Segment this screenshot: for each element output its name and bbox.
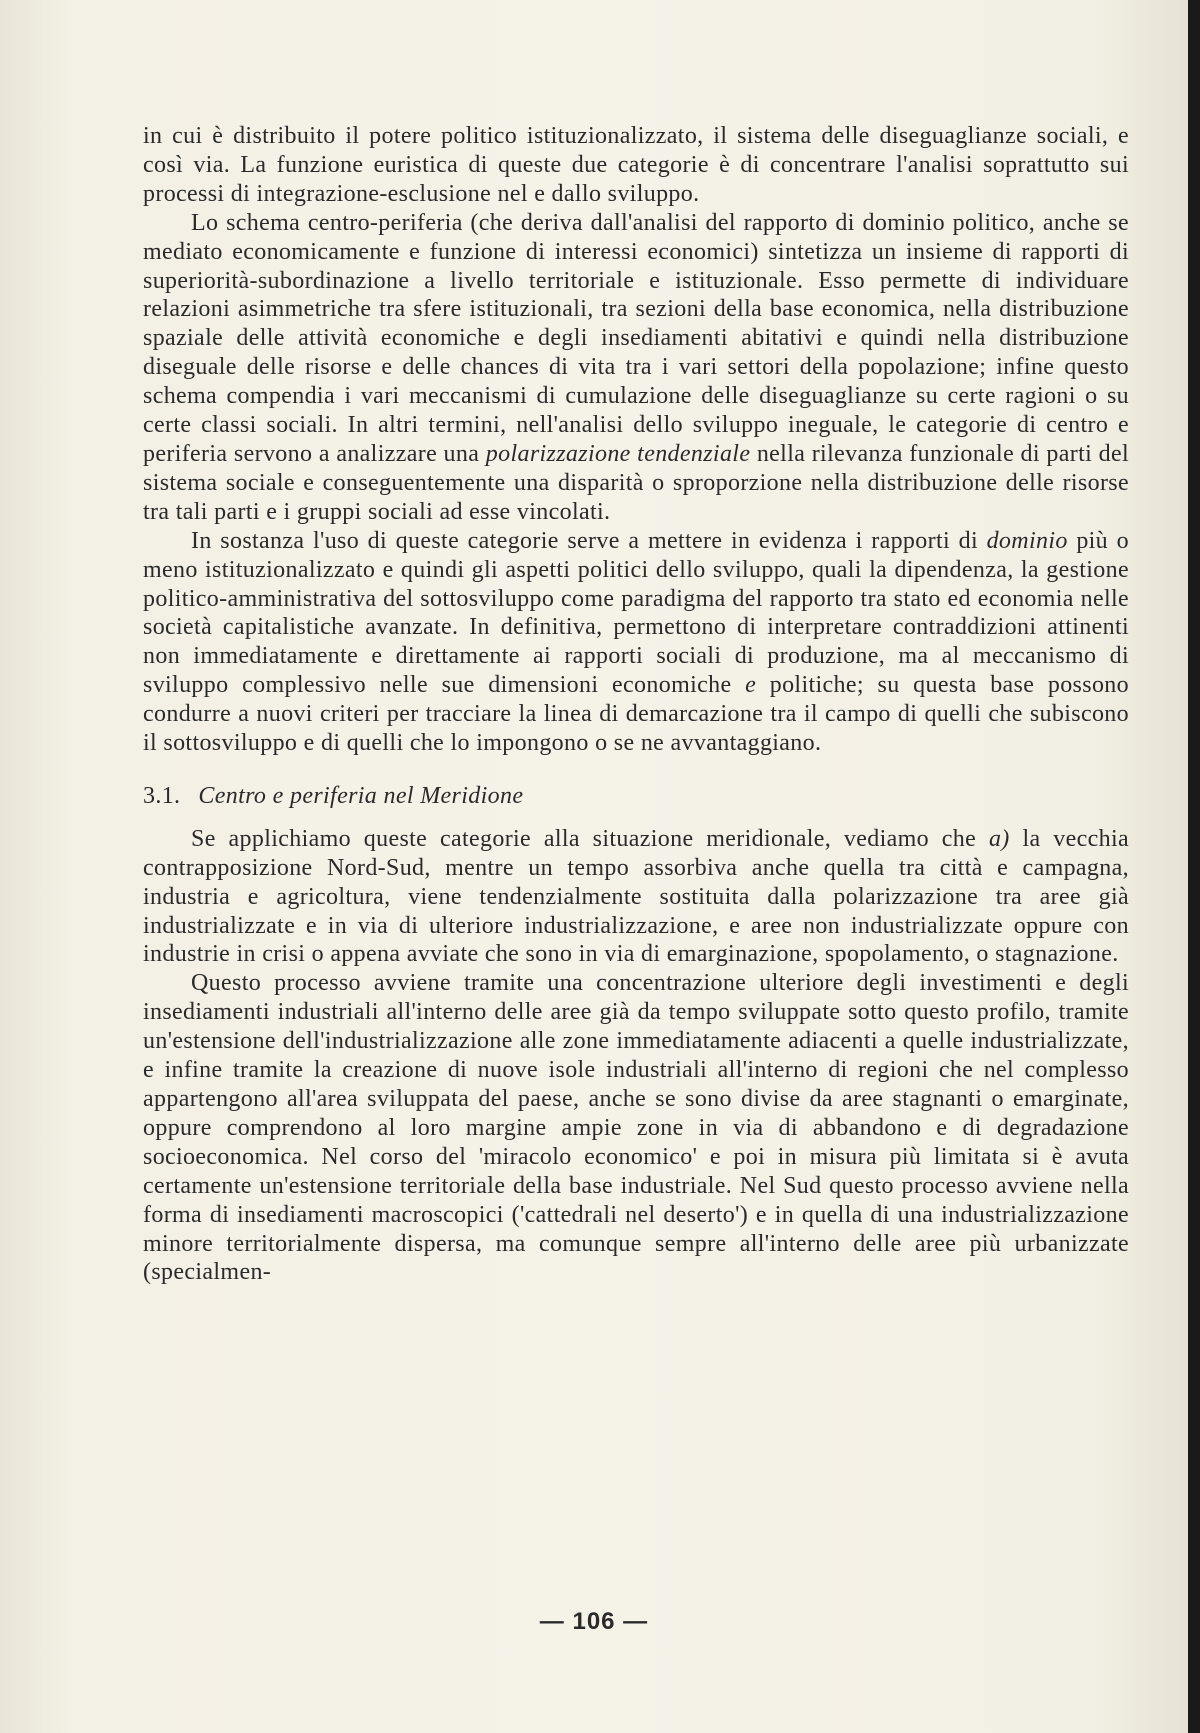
paragraph-2-end: nella rilevanza funzionale di parti del sistema sociale e conseguentemente una disparità o sproporzione nella distribuzione delle risorse tra tali parti e i gruppi sociali ad esse vincolati.	[143, 440, 1130, 525]
section-heading	[143, 782, 1129, 811]
paragraph-2-text: Lo schema centro-periferia (che deriva dall'analisi del rapporto di dominio politico, anche se mediato economicamente e funzione di interessi economici) sintetizza un insieme di rapporti di superiorità-subordinazione a livello territoriale e istituzionale. Esso permette di individuare relazioni asimmetriche tra sfere istituzionali, tra sezioni della base economica, nella distribuzione spaziale delle attività economiche e degli insediamenti abitativi e quindi nella distribuzione diseguale delle risorse e delle chances di vita tra i vari settori della popolazione; infine questo schema compendia i vari meccanismi di cumulazione delle diseguaglianze su certe ragioni o su certe classi sociali. In altri termini, nell'analisi dello sviluppo ineguale, le categorie di centro e periferia servono a analizzare una	[143, 209, 1129, 467]
paragraph-2-emphasis: polarizzazione tendenziale	[485, 440, 751, 467]
paragraph-4-end: la vecchia contrapposizione Nord-Sud, mentre un tempo assorbiva anche quella tra città e campagna, industria e agricoltura, viene tendenzialmente sostituita dalla polarizzazione tra aree già industrializzate e in via di ulteriore industrializzazione, e aree non industrializzate oppure con industrie in crisi o appena avviate che sono in via di emarginazione, spopolamento, o stagnazione.	[143, 825, 1129, 968]
section-title: Centro e periferia nel Meridione	[198, 782, 524, 809]
body-text	[143, 122, 1129, 1287]
paragraph-3	[143, 527, 1129, 758]
page-number: — 106 —	[539, 1608, 649, 1635]
paragraph-4	[143, 825, 1129, 970]
paragraph-1: in cui è distribuito il potere politico istituzionalizzato, il sistema delle diseguaglianze sociali, e così via. La funzione euristica di queste due categorie è di concentrare l'analisi soprattutto sui processi di integrazione-esclusione nel e dallo sviluppo.	[143, 123, 1129, 207]
paragraph-4-emphasis: a)	[988, 825, 1010, 852]
paragraph-4-start: Se applichiamo queste categorie alla situazione meridionale, vediamo che	[191, 825, 977, 852]
paragraph-3-end: politiche; su questa base possono condurre a nuovi criteri per tracciare la linea di demarcazione tra il campo di quelli che subiscono il sottosviluppo e di quelli che lo impongono o se ne avvantaggiano.	[143, 672, 1129, 757]
paragraph-3-start: In sostanza l'uso di queste categorie serve a mettere in evidenza i rapporti di	[191, 527, 978, 554]
paragraph-3-emphasis: dominio	[986, 527, 1068, 554]
paragraph-3-mid: più o meno istituzionalizzato e quindi gli aspetti politici dello sviluppo, quali la dipendenza, la gestione politico-amministrativa del sottosviluppo come paradigma del rapporto tra stato ed economia nelle società capitalistiche avanzate. In definitiva, permettono di interpretare contraddizioni attinenti non immediatamente e direttamente ai rapporti sociali di produzione, ma al meccanismo di sviluppo complessivo nelle sue dimensioni economiche	[143, 527, 1129, 699]
paragraph-5: Questo processo avviene tramite una concentrazione ulteriore degli investimenti e degli insediamenti industriali all'interno delle aree già da tempo sviluppate sotto questo profilo, tramite un'estensione dell'industrializzazione alle zone immediatamente adiacenti a quelle industrializzate, e infine tramite la creazione di nuove isole industriali all'interno di regioni che nel complesso appartengono all'area sviluppata del paese, anche se sono divise da aree stagnanti o emarginate, oppure comprendono al loro margine ampie zone in via di abbandono e di degradazione socioeconomica. Nel corso del 'miracolo economico' e poi in misura più limitata si è avuta certamente un'estensione territoriale della base industriale. Nel Sud questo processo avviene nella forma di insediamenti macroscopici ('cattedrali nel deserto') e in quella di una industrializzazione minore territorialmente dispersa, ma comunque sempre all'interno delle aree più urbanizzate (specialmen-	[143, 970, 1129, 1286]
section-number: 3.1.	[143, 782, 181, 809]
paragraph-2	[143, 209, 1129, 527]
paragraph-3-emphasis-2: e	[745, 672, 757, 699]
